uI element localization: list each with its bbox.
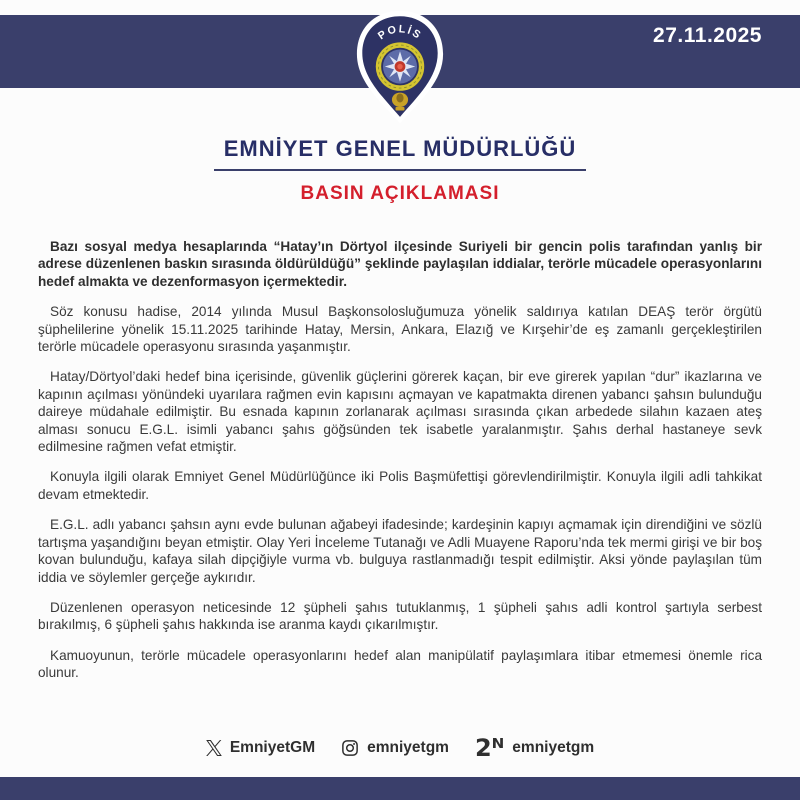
social-x[interactable] — [206, 739, 315, 757]
title-block — [0, 136, 800, 205]
paragraph-4: Konuyla ilgili olarak Emniyet Genel Müdürlüğünce iki Polis Başmüfettişi görevlendirilmiştir. Konuyla ilgili adli tahkikat devam etmektedir. — [38, 469, 762, 502]
x-icon — [206, 740, 222, 756]
paragraph-3: Hatay/Dörtyol’daki hedef bina içerisinde, güvenlik güçlerini görerek kaçan, bir eve girerek yapılan “dur” ikazlarına ve kapının açılması yönündeki uyarılara rağmen evin kapısını açmayan ve kapatmakta direnen yabancı şahsın bulunduğu daireye müdahale edilmiştir. Bu esnada kapının zorlanarak açılması sırasında çıkan arbedede silahın kazaen ateş alması sonucu E.G.L. isimli yabancı şahıs göğsünden tek isabetle yaralanmıştır. Şahıs derhal hastaneye sevk edilmesine rağmen vefat etmiştir. — [38, 369, 762, 455]
page-title: EMNİYET GENEL MÜDÜRLÜĞÜ — [214, 136, 587, 171]
bottom-band — [0, 777, 800, 800]
paragraph-7: Kamuoyunun, terörle mücadele operasyonlarını hedef alan manipülatif paylaşımlara itibar etmemesi önemle rica olunur. — [38, 647, 762, 681]
header-date: 27.11.2025 — [653, 24, 762, 47]
social-x-handle: EmniyetGM — [229, 739, 316, 756]
social-instagram[interactable] — [341, 739, 449, 757]
footer-social-row — [0, 736, 800, 760]
social-instagram-handle: emniyetgm — [367, 739, 449, 756]
nsosyal-icon: 2ᴺ — [474, 734, 505, 762]
instagram-icon — [341, 739, 359, 757]
police-badge-icon — [355, 10, 445, 124]
social-nsosyal-handle: emniyetgm — [512, 739, 595, 756]
paragraph-5: E.G.L. adlı yabancı şahsın aynı evde bulunan ağabeyi ifadesinde; kardeşinin kapıyı açmamak için direndiğini ve sözlü tartışma yaşandığını beyan etmiştir. Olay Yeri İnceleme Tutanağı ve Adli Muayene Raporu’nda tek mermi girişi ve bir boş kovan bulunduğu, kafaya silah dipçiğiyle vurma vb. bulguya rastlanmadığı tespit edilmiştir. Aksi yönde paylaşılan tüm iddia ve söylemler gerçeğe aykırıdır. — [38, 517, 762, 585]
social-nsosyal[interactable] — [475, 736, 594, 760]
press-release-body — [38, 238, 762, 695]
paragraph-1: Bazı sosyal medya hesaplarında “Hatay’ın Dörtyol ilçesinde Suriyeli bir gencin polis tarafından yanlış bir adrese düzenlenen baskın sırasında öldürüldüğü” şeklinde paylaşılan iddialar, terörle mücadele operasyonlarını hedef almakta ve dezenformasyon içermektedir. — [38, 239, 762, 289]
page-subtitle: BASIN AÇIKLAMASI — [300, 183, 500, 204]
paragraph-2: Söz konusu hadise, 2014 yılında Musul Başkonsolosluğumuza yönelik saldırıya katılan DEAŞ terör örgütü şüphelilerine yönelik 15.11.2025 tarihinde Hatay, Mersin, Ankara, Elazığ ve Kırşehir’de eş zamanlı gerçekleştirilen terörle mücadele operasyonu sırasında yaşanmıştır. — [38, 304, 762, 355]
svg-text:POLİS: POLİS — [375, 23, 425, 43]
paragraph-6: Düzenlenen operasyon neticesinde 12 şüpheli şahıs tutuklanmış, 1 şüpheli şahıs adli kontrol şartıyla serbest bırakılmış, 6 şüpheli şahıs hakkında ise aranma kaydı çıkarılmıştır. — [38, 599, 762, 633]
